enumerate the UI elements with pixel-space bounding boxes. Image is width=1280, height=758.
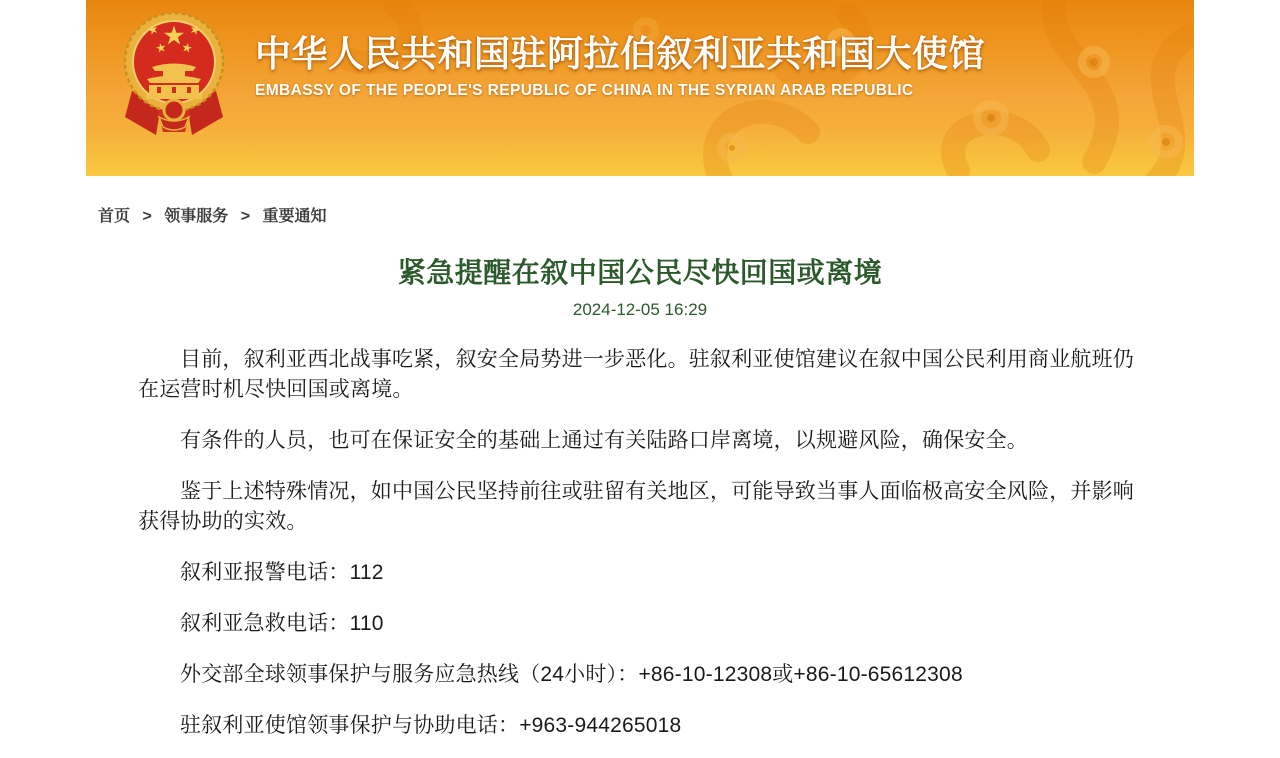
embassy-banner bbox=[86, 0, 1194, 176]
breadcrumb-link-consular-services[interactable]: 领事服务 bbox=[164, 208, 229, 225]
breadcrumb-separator: > bbox=[142, 208, 152, 225]
page-container bbox=[86, 0, 1194, 741]
embassy-name-chinese: 中华人民共和国驻阿拉伯叙利亚共和国大使馆 bbox=[255, 33, 986, 74]
breadcrumb-separator: > bbox=[240, 208, 251, 225]
paragraph-situation: 目前，叙利亚西北战事吃紧，叙安全局势进一步恶化。驻叙利亚使馆建议在叙中国公民利用商业航班仍在运营时机尽快回国或离境。 bbox=[138, 348, 1134, 401]
embassy-name-english: EMBASSY OF THE PEOPLE'S REPUBLIC OF CHINA IN THE SYRIAN ARAB REPUBLIC bbox=[255, 82, 914, 99]
article-datetime: 2024-12-05 16:29 bbox=[572, 300, 708, 319]
breadcrumb-link-home[interactable]: 首页 bbox=[98, 208, 131, 225]
china-national-emblem-icon bbox=[119, 5, 229, 145]
banner-titles bbox=[255, 33, 985, 100]
breadcrumb bbox=[98, 203, 1194, 226]
article-body bbox=[138, 345, 1148, 741]
phone-line-syria-ambulance: 叙利亚急救电话：110 bbox=[180, 612, 384, 635]
paragraph-land-crossing: 有条件的人员，也可在保证安全的基础上通过有关陆路口岸离境，以规避风险，确保安全。 bbox=[180, 429, 1028, 452]
article-title: 紧急提醒在叙中国公民尽快回国或离境 bbox=[397, 257, 883, 288]
phone-line-mfa-hotline: 外交部全球领事保护与服务应急热线（24小时）：+86-10-12308或+86-10-65612308 bbox=[180, 663, 963, 686]
phone-line-embassy-hotline: 驻叙利亚使馆领事保护与协助电话：+963-944265018 bbox=[180, 714, 682, 737]
paragraph-risk-warning: 鉴于上述特殊情况，如中国公民坚持前往或驻留有关地区，可能导致当事人面临极高安全风险，并影响获得协助的实效。 bbox=[138, 480, 1134, 533]
breadcrumb-link-important-notices[interactable]: 重要通知 bbox=[262, 208, 327, 225]
phone-line-syria-police: 叙利亚报警电话：112 bbox=[180, 561, 384, 584]
